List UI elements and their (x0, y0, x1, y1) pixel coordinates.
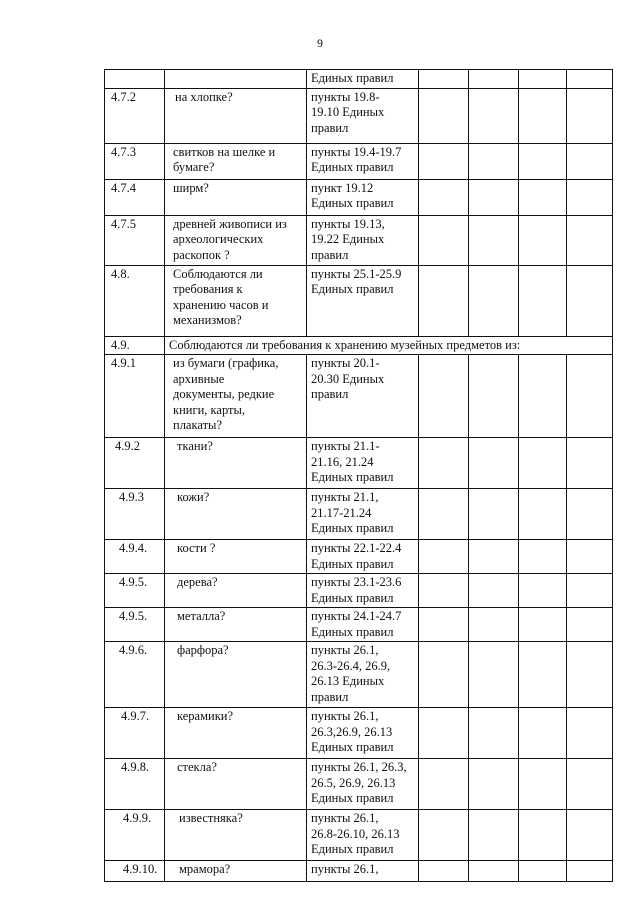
answer-cell (469, 88, 519, 143)
reference-cell: Единых правил (307, 70, 419, 89)
answer-cell (567, 355, 613, 438)
answer-cell (469, 215, 519, 265)
answer-cell (567, 642, 613, 708)
answer-cell (469, 642, 519, 708)
answer-cell (567, 861, 613, 882)
question-cell: мрамора? (165, 861, 307, 882)
answer-cell (469, 861, 519, 882)
answer-cell (469, 540, 519, 574)
question-cell: фарфора? (165, 642, 307, 708)
table-row (105, 708, 613, 759)
answer-cell (519, 810, 567, 861)
question-cell: известняка? (165, 810, 307, 861)
answer-cell (519, 265, 567, 336)
reference-cell: пункты 21.1- 21.16, 21.24 Единых правил (307, 438, 419, 489)
question-cell: свитков на шелке и бумаге? (165, 143, 307, 179)
page-number: 9 (317, 36, 323, 50)
table-row (105, 70, 613, 89)
table-row (105, 861, 613, 882)
answer-cell (469, 143, 519, 179)
item-number: 4.8. (105, 265, 165, 336)
table-row (105, 355, 613, 438)
answer-cell (419, 759, 469, 810)
answer-cell (567, 810, 613, 861)
reference-cell: пункты 26.1, 26.8-26.10, 26.13 Единых правил (307, 810, 419, 861)
item-number: 4.7.5 (105, 215, 165, 265)
table-row (105, 179, 613, 215)
item-number: 4.9. (105, 336, 165, 355)
answer-cell (469, 179, 519, 215)
table-row (105, 88, 613, 143)
item-number: 4.9.8. (105, 759, 165, 810)
answer-cell (419, 215, 469, 265)
question-cell: дерева? (165, 574, 307, 608)
answer-cell (419, 861, 469, 882)
question-cell: Соблюдаются ли требования к хранению часов и механизмов? (165, 265, 307, 336)
answer-cell (419, 355, 469, 438)
answer-cell (419, 88, 469, 143)
answer-cell (519, 574, 567, 608)
table-row (105, 336, 613, 355)
answer-cell (567, 759, 613, 810)
reference-cell: пункты 19.8- 19.10 Единых правил (307, 88, 419, 143)
question-cell: из бумаги (графика, архивные документы, редкие книги, карты, плакаты? (165, 355, 307, 438)
answer-cell (519, 759, 567, 810)
table-row (105, 265, 613, 336)
reference-cell: пункты 24.1-24.7 Единых правил (307, 608, 419, 642)
answer-cell (519, 642, 567, 708)
answer-cell (419, 708, 469, 759)
answer-cell (469, 438, 519, 489)
answer-cell (567, 265, 613, 336)
question-cell: кожи? (165, 489, 307, 540)
answer-cell (469, 810, 519, 861)
table-row (105, 489, 613, 540)
answer-cell (567, 70, 613, 89)
answer-cell (567, 540, 613, 574)
answer-cell (419, 143, 469, 179)
answer-cell (567, 574, 613, 608)
answer-cell (567, 608, 613, 642)
answer-cell (567, 143, 613, 179)
answer-cell (519, 489, 567, 540)
answer-cell (567, 88, 613, 143)
answer-cell (567, 179, 613, 215)
answer-cell (469, 355, 519, 438)
table-row (105, 540, 613, 574)
item-number: 4.9.10. (105, 861, 165, 882)
reference-cell: пункты 25.1-25.9 Единых правил (307, 265, 419, 336)
reference-cell: пункты 26.1, 26.3, 26.5, 26.9, 26.13 Единых правил (307, 759, 419, 810)
answer-cell (469, 489, 519, 540)
reference-cell: пункты 26.1, 26.3,26.9, 26.13 Единых правил (307, 708, 419, 759)
answer-cell (419, 265, 469, 336)
item-number: 4.9.4. (105, 540, 165, 574)
answer-cell (469, 708, 519, 759)
item-number: 4.7.4 (105, 179, 165, 215)
answer-cell (567, 215, 613, 265)
item-number: 4.9.9. (105, 810, 165, 861)
section-heading: Соблюдаются ли требования к хранению музейных предметов из: (165, 336, 613, 355)
answer-cell (519, 70, 567, 89)
answer-cell (419, 810, 469, 861)
reference-cell: пункт 19.12 Единых правил (307, 179, 419, 215)
answer-cell (567, 708, 613, 759)
item-number: 4.7.2 (105, 88, 165, 143)
item-number: 4.9.1 (105, 355, 165, 438)
item-number: 4.9.7. (105, 708, 165, 759)
item-number: 4.9.5. (105, 574, 165, 608)
answer-cell (519, 355, 567, 438)
answer-cell (469, 574, 519, 608)
answer-cell (419, 540, 469, 574)
table-row (105, 642, 613, 708)
answer-cell (519, 438, 567, 489)
answer-cell (519, 708, 567, 759)
answer-cell (567, 489, 613, 540)
reference-cell: пункты 21.1, 21.17-21.24 Единых правил (307, 489, 419, 540)
reference-cell: пункты 20.1- 20.30 Единых правил (307, 355, 419, 438)
table-row (105, 759, 613, 810)
answer-cell (419, 608, 469, 642)
table-row (105, 810, 613, 861)
answer-cell (419, 179, 469, 215)
question-cell (165, 70, 307, 89)
question-cell: на хлопке? (165, 88, 307, 143)
item-number: 4.9.5. (105, 608, 165, 642)
answer-cell (419, 574, 469, 608)
item-number: 4.9.3 (105, 489, 165, 540)
answer-cell (419, 642, 469, 708)
reference-cell: пункты 26.1, (307, 861, 419, 882)
question-cell: ткани? (165, 438, 307, 489)
item-number: 4.7.3 (105, 143, 165, 179)
answer-cell (519, 88, 567, 143)
reference-cell: пункты 23.1-23.6 Единых правил (307, 574, 419, 608)
question-cell: металла? (165, 608, 307, 642)
checklist-table (104, 69, 613, 882)
item-number: 4.9.2 (105, 438, 165, 489)
table-row (105, 215, 613, 265)
answer-cell (519, 540, 567, 574)
question-cell: керамики? (165, 708, 307, 759)
table-row (105, 143, 613, 179)
item-number: 4.9.6. (105, 642, 165, 708)
question-cell: кости ? (165, 540, 307, 574)
answer-cell (469, 265, 519, 336)
table-row (105, 608, 613, 642)
answer-cell (519, 861, 567, 882)
question-cell: стекла? (165, 759, 307, 810)
answer-cell (519, 143, 567, 179)
answer-cell (419, 70, 469, 89)
item-number (105, 70, 165, 89)
question-cell: ширм? (165, 179, 307, 215)
answer-cell (519, 215, 567, 265)
answer-cell (519, 608, 567, 642)
table-row (105, 438, 613, 489)
reference-cell: пункты 19.4-19.7 Единых правил (307, 143, 419, 179)
answer-cell (469, 608, 519, 642)
reference-cell: пункты 22.1-22.4 Единых правил (307, 540, 419, 574)
answer-cell (519, 179, 567, 215)
reference-cell: пункты 26.1, 26.3-26.4, 26.9, 26.13 Единых правил (307, 642, 419, 708)
answer-cell (419, 438, 469, 489)
question-cell: древней живописи из археологических раскопок ? (165, 215, 307, 265)
answer-cell (469, 70, 519, 89)
table-row (105, 574, 613, 608)
answer-cell (469, 759, 519, 810)
reference-cell: пункты 19.13, 19.22 Единых правил (307, 215, 419, 265)
answer-cell (419, 489, 469, 540)
answer-cell (567, 438, 613, 489)
